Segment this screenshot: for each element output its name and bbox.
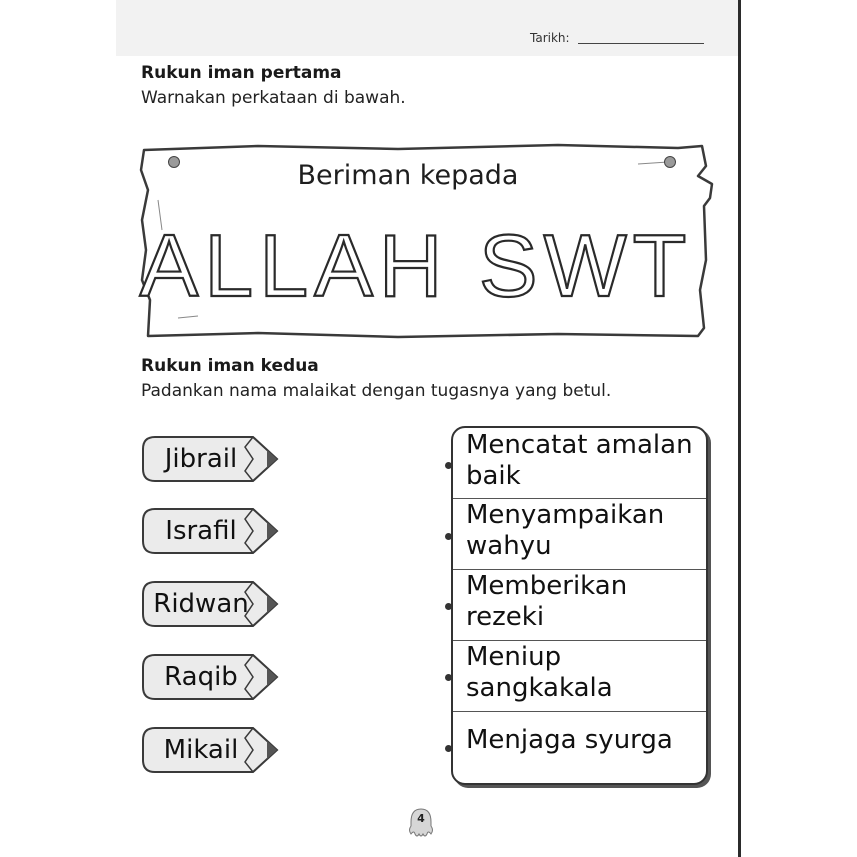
duties-box [451,426,708,785]
page-number: 4 [417,812,425,825]
angel-name: Mikail [163,735,239,765]
angel-name: Raqib [164,662,238,692]
match-dot[interactable] [445,745,452,752]
section2-title: Rukun iman kedua [141,356,319,376]
duty-row[interactable] [453,640,706,712]
match-dot[interactable] [445,674,452,681]
angel-pencil-ridwan[interactable] [141,580,281,628]
match-dot[interactable] [445,462,452,469]
header-band [116,0,738,56]
sign-outline-text[interactable]: ALLAH SWT [139,216,693,315]
section1-instruction: Warnakan perkataan di bawah. [141,88,406,108]
duty-text: Meniup sangkakala [466,642,613,703]
angel-pencil-raqib[interactable] [141,653,281,701]
angel-pencil-israfil[interactable] [141,507,281,555]
duty-row[interactable] [453,498,706,570]
match-dot[interactable] [445,533,452,540]
duty-row[interactable] [453,428,706,499]
date-label: Tarikh: [530,31,570,45]
match-dot[interactable] [445,603,452,610]
duty-text: Memberikan rezeki [466,571,628,632]
sign-subtitle: Beriman kepada [297,160,519,191]
section1-title: Rukun iman pertama [141,63,342,83]
angel-pencil-jibrail[interactable] [141,435,281,483]
duty-text: Menyampaikan wahyu [466,500,665,561]
page-edge [738,0,741,857]
angel-name: Israfil [165,516,237,546]
duty-row[interactable] [453,711,706,781]
wooden-sign [138,140,716,346]
date-field-line[interactable] [578,43,704,44]
section2-instruction: Padankan nama malaikat dengan tugasnya yang betul. [141,381,612,401]
duty-row[interactable] [453,569,706,641]
duty-text: Menjaga syurga [466,725,673,755]
angel-name: Ridwan [153,589,249,619]
angel-name: Jibrail [164,444,238,474]
duty-text: Mencatat amalan baik [466,430,693,491]
left-margin [0,0,116,857]
angel-pencil-mikail[interactable] [141,726,281,774]
